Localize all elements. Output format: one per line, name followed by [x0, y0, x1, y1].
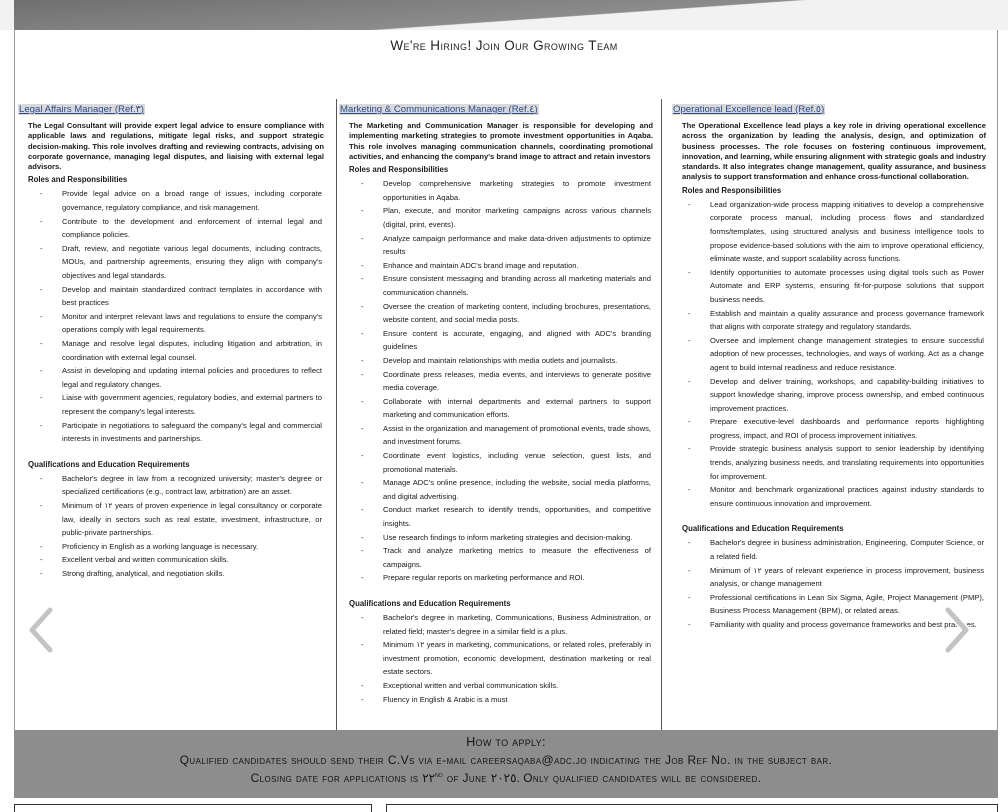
roles-list: [62, 187, 322, 445]
list-item: - Develop and maintain standardized contract templates in accordance with best practices: [62, 283, 322, 310]
job-summary: The Marketing and Communication Manager is responsible for developing and implementing marketing strategies to promote investment opportunities in Aqaba. This role involves managing communication channels, coordinating promotional activities, and enhancing the company's brand image to attract and retain investors: [349, 121, 653, 161]
list-item: - Develop and maintain relationships with media outlets and journalists.: [383, 354, 651, 368]
list-item: - Manage ADC's online presence, including the website, social media platforms, and digital advertising.: [383, 476, 651, 503]
roles-heading: Roles and Responsibilities: [349, 165, 449, 175]
roles-list: [383, 177, 651, 585]
closing-date-suffix: nd: [435, 772, 444, 779]
list-item: - Exceptional written and verbal communication skills.: [383, 679, 651, 693]
list-item: - Use research findings to inform marketing strategies and decision-making.: [383, 531, 651, 545]
job-summary: The Legal Consultant will provide expert legal advice to ensure compliance with applicable laws and regulations, mitigate legal risks, and support strategic decision-making. This role involves drafting and reviewing contracts, advising on corporate governance, managing legal disputes, and liaising with external legal advisors.: [28, 121, 324, 172]
job-ref-title: Legal Affairs Manager (Ref.٣): [19, 104, 144, 115]
how-to-apply-heading: How to apply:: [466, 735, 546, 749]
list-item: - Strong drafting, analytical, and negotiation skills.: [62, 567, 322, 581]
list-item: - Minimum of ١٢ years of relevant experience in process improvement, business analysis, or change management: [710, 564, 984, 591]
chevron-right-icon[interactable]: [936, 604, 976, 656]
list-item: - Establish and maintain a quality assurance and process governance framework that aligns with corporate strategy and regulatory standards.: [710, 307, 984, 334]
top-decorative-stripe: [14, 0, 1008, 30]
apply-instructions: Qualified candidates should send their C.Vs via e-mail careersaqaba@adc.jo indicating the Job Ref No. in the subject bar.: [179, 753, 833, 767]
list-item: - Coordinate press releases, media events, and interviews to generate positive media coverage.: [383, 368, 651, 395]
list-item: - Bachelor's degree in marketing, Communications, Business Administration, or related field; master's degree in a similar field is a plus.: [383, 611, 651, 638]
page-title: We're Hiring! Join Our Growing Team: [390, 38, 618, 53]
closing-date-rest: of June ٢٠٢٥. Only qualified candidates will be considered.: [443, 771, 762, 785]
list-item: - Proficiency in English as a working language is necessary.: [62, 540, 322, 554]
list-item: - Oversee the creation of marketing content, including brochures, presentations, website content, and social media posts.: [383, 300, 651, 327]
list-item: - Identify opportunities to automate processes using digital tools such as Power Automate and ERP systems, ensuring fit-for-purpose solutions that support business needs.: [710, 266, 984, 307]
bottom-box-left: [14, 804, 372, 812]
list-item: - Assist in developing and updating internal policies and procedures to reflect legal and regulatory changes.: [62, 364, 322, 391]
list-item: - Prepare regular reports on marketing performance and ROI.: [383, 571, 651, 585]
list-item: - Liaise with government agencies, regulatory bodies, and external partners to represent the company's legal interests.: [62, 391, 322, 418]
list-item: - Monitor and interpret relevant laws and regulations to ensure the company's operations comply with legal requirements.: [62, 310, 322, 337]
job-summary: The Operational Excellence lead plays a key role in driving operational excellence across the organization by leading the analysis, design, and optimization of business processes. The role focuses on fostering continuous improvement, innovation, and learning, while ensuring alignment with strategic goals and industry standards. It also integrates change management, quality assurance, and business analysis to support transformation and enhance cross-functional collaboration.: [682, 121, 986, 182]
list-item: - Participate in negotiations to safeguard the company's legal and commercial interests in investments and partnerships.: [62, 419, 322, 446]
job-column-legal: [18, 99, 328, 730]
list-item: - Minimum of ١٢ years of proven experience in legal consultancy or corporate law, ideally in sectors such as real estate, investment, infrastructure, or public-private partnerships.: [62, 499, 322, 540]
list-item: - Professional certifications in Lean Six Sigma, Agile, Project Management (PMP), Business Process Management (BPM), or related areas.: [710, 591, 984, 618]
list-item: - Prepare executive-level dashboards and performance reports highlighting progress, impact, and ROI of process improvement initiatives.: [710, 415, 984, 442]
list-item: - Track and analyze marketing metrics to measure the effectiveness of campaigns.: [383, 544, 651, 571]
job-ref-title: Operational Excellence lead (Ref.٥): [673, 104, 825, 115]
list-item: - Contribute to the development and enforcement of internal legal and compliance policies.: [62, 215, 322, 242]
list-item: - Bachelor's degree in law from a recognized university; master's degree or specialized certifications (e.g., contract law, arbitration) are an asset.: [62, 472, 322, 499]
list-item: - Ensure consistent messaging and branding across all marketing materials and communication channels.: [383, 272, 651, 299]
qualifications-list: [62, 472, 322, 581]
list-item: - Plan, execute, and monitor marketing campaigns across various channels (digital, print, events).: [383, 204, 651, 231]
list-item: - Conduct market research to identify trends, opportunities, and competitive insights.: [383, 503, 651, 530]
roles-heading: Roles and Responsibilities: [682, 185, 782, 195]
list-item: - Enhance and maintain ADC's brand image and reputation.: [383, 259, 651, 273]
roles-heading: Roles and Responsibilities: [28, 175, 128, 185]
job-column-marketing: [336, 99, 662, 730]
list-item: - Draft, review, and negotiate various legal documents, including contracts, MOUs, and partnership agreements, ensuring they align with company's objectives and legal standards.: [62, 242, 322, 283]
list-item: - Ensure content is accurate, engaging, and aligned with ADC's branding guidelines: [383, 327, 651, 354]
list-item: - Monitor and benchmark organizational practices against industry standards to ensure continuous innovation and improvement.: [710, 483, 984, 510]
chevron-left-icon[interactable]: [22, 604, 62, 656]
list-item: - Develop and deliver training, workshops, and capability-building initiatives to support knowledge sharing, improve process ownership, and embed continuous improvement practices.: [710, 375, 984, 416]
job-ref-title: Marketing & Communications Manager (Ref.٤): [340, 104, 538, 115]
bottom-box-right: [386, 804, 998, 812]
list-item: - Develop comprehensive marketing strategies to promote investment opportunities in Aqaba.: [383, 177, 651, 204]
list-item: - Lead organization-wide process mapping initiatives to develop a comprehensive corporate process manual, including process flows and standardized forms/templates, using structured analysis and business intelligence tools to propose evidence-based solutions with the aim to improve operational efficiency, eliminate waste, and support scalability across functions.: [710, 198, 984, 266]
qualifications-heading: Qualifications and Education Requirements: [28, 459, 190, 469]
qualifications-heading: Qualifications and Education Requirements: [349, 599, 511, 608]
closing-date: [14, 771, 998, 785]
list-item: - Analyze campaign performance and make data-driven adjustments to optimize results: [383, 232, 651, 259]
list-item: - Familiarity with quality and process governance frameworks and best practices.: [710, 618, 984, 632]
list-item: - Excellent verbal and written communication skills.: [62, 553, 322, 567]
list-item: - Provide legal advice on a broad range of issues, including corporate governance, regulatory compliance, and risk management.: [62, 187, 322, 214]
qualifications-list: [383, 611, 651, 706]
how-to-apply-section: [14, 730, 998, 798]
list-item: - Assist in the organization and management of promotional events, trade shows, and investment forums.: [383, 422, 651, 449]
list-item: - Coordinate event logistics, including venue selection, guest lists, and promotional materials.: [383, 449, 651, 476]
closing-date-prefix: Closing date for applications is ٢٢: [250, 771, 436, 785]
qualifications-heading: Qualifications and Education Requirements: [682, 524, 844, 534]
list-item: - Provide strategic business analysis support to senior leadership by identifying trends, analyzing business needs, and translating requirements into opportunities for improvement.: [710, 442, 984, 483]
list-item: - Oversee and implement change management strategies to ensure successful adoption of new processes, technologies, and ways of working. Act as a change agent to build internal readiness and reduce resistance.: [710, 334, 984, 375]
list-item: - Collaborate with internal departments and external partners to support marketing and communication efforts.: [383, 395, 651, 422]
list-item: - Bachelor's degree in business administration, Engineering, Computer Science, or a related field.: [710, 536, 984, 563]
list-item: - Manage and resolve legal disputes, including litigation and arbitration, in coordination with external legal counsel.: [62, 337, 322, 364]
list-item: - Minimum ١٢ years in marketing, communications, or related roles, preferably in investment promotion, economic development, destination marketing or real estate sectors.: [383, 638, 651, 679]
list-item: - Fluency in English & Arabic is a must: [383, 693, 651, 707]
roles-list: [710, 198, 984, 511]
